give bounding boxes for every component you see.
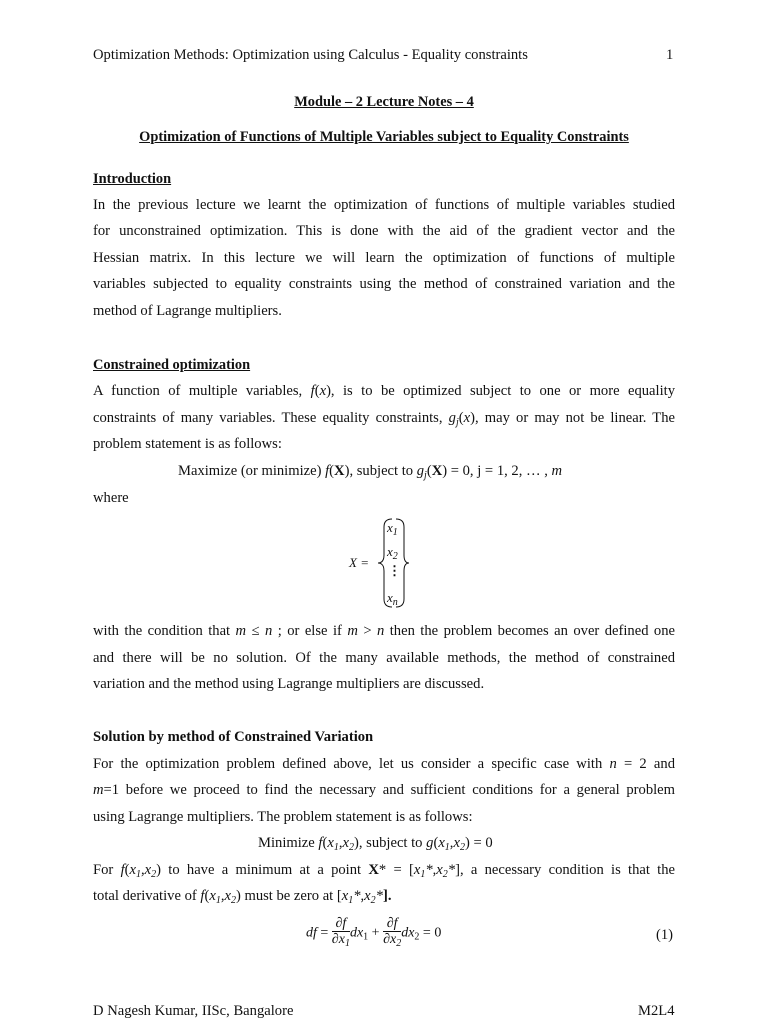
- equation-1: df = $\frac{\partial f}{\partial x_1}$ $dx_1$ + $\frac{\partial f}{\partial x_2}$ $dx_2 = 0$: [306, 916, 442, 949]
- constrained-line-1: A function of multiple variables, f(x), is to be optimized subject to one or more equality: [93, 383, 675, 399]
- vector-entry-1: $x_1$: [387, 520, 398, 538]
- constrained-line-2: constraints of many variables. These equality constraints, $g_j(x)$, may or may not be linear. The: [93, 410, 675, 428]
- solution-line-2: m=1 before we proceed to find the necessary and sufficient conditions for a general problem: [93, 782, 675, 798]
- solution-line-5: total derivative of $f(x_1,x_2)$ must be zero at $[x_1*,x_2*]$.: [93, 888, 392, 906]
- vector-entry-2: $x_2$: [387, 544, 398, 562]
- problem-statement: Maximize (or minimize) f(X), subject to $g_j(X) = 0$, j = 1, 2, … , m: [178, 463, 563, 481]
- introduction-heading: Introduction: [93, 171, 172, 187]
- footer-author: D Nagesh Kumar, IISc, Bangalore: [93, 1003, 294, 1019]
- footer-code: M2L4: [638, 1003, 675, 1019]
- intro-line-5: method of Lagrange multipliers.: [93, 303, 282, 319]
- page-number: 1: [666, 47, 674, 63]
- condition-line-1: with the condition that m ≤ n ; or else if m > n then the problem becomes an over defined one: [93, 623, 676, 639]
- constrained-variation-heading: Solution by method of Constrained Variation: [93, 729, 374, 745]
- intro-line-2: for unconstrained optimization. This is done with the aid of the gradient vector and the: [93, 223, 675, 239]
- condition-line-2: and there will be no solution. Of the many available methods, the method of constrained: [93, 650, 675, 666]
- intro-line-3: Hessian matrix. In this lecture we will learn the optimization of functions of multiple: [93, 250, 675, 266]
- minimize-statement: Minimize $f(x_1,x_2)$, subject to $g(x_1,x_2) = 0$: [258, 835, 493, 853]
- where-label: where: [93, 490, 129, 506]
- intro-line-1: In the previous lecture we learnt the optimization of functions of multiple variables studied: [93, 197, 675, 213]
- constrained-optimization-heading: Constrained optimization: [93, 357, 251, 373]
- solution-line-4: For $f(x_1,x_2)$ to have a minimum at a point $X* = [x_1*,x_2*]$, a necessary condition is that the: [93, 862, 676, 880]
- condition-line-3: variation and the method using Lagrange multipliers are discussed.: [93, 676, 485, 692]
- running-header-title: Optimization Methods: Optimization using Calculus - Equality constraints: [93, 47, 528, 63]
- vector-ellipsis: ⋮: [388, 563, 401, 578]
- constrained-line-3: problem statement is as follows:: [93, 436, 282, 452]
- intro-line-4: variables subjected to equality constraints using the method of constrained variation and the: [93, 276, 675, 292]
- equation-number: (1): [656, 927, 674, 943]
- vector-label: X =: [349, 555, 369, 570]
- vector-entry-n: $x_n$: [387, 590, 398, 608]
- solution-line-3: using Lagrange multipliers. The problem statement is as follows:: [93, 809, 473, 825]
- module-title: Module – 2 Lecture Notes – 4: [294, 94, 474, 110]
- solution-line-1: For the optimization problem defined above, let us consider a specific case with n = 2 and: [93, 756, 675, 772]
- main-title: Optimization of Functions of Multiple Variables subject to Equality Constraints: [139, 129, 629, 145]
